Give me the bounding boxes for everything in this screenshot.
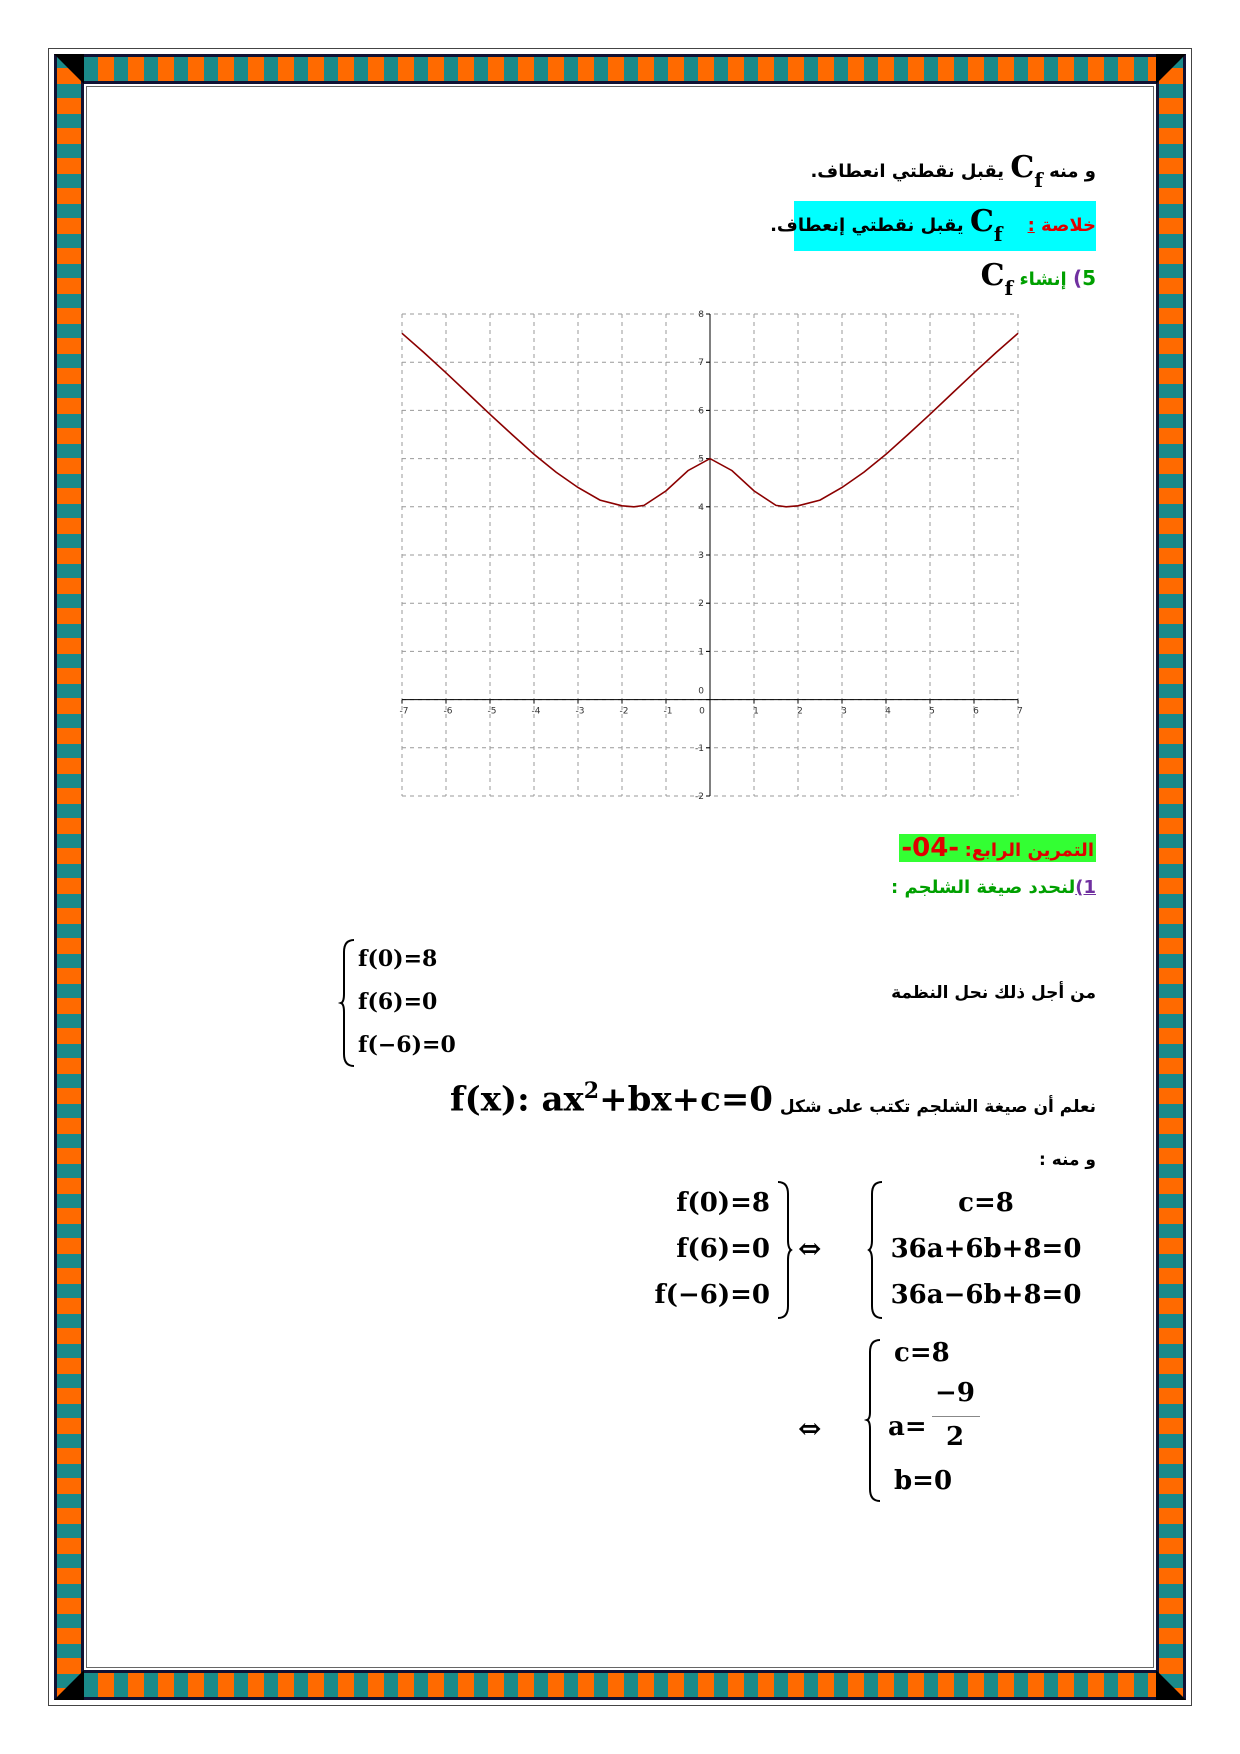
x-tick-label: 1 [753,706,759,717]
construct-cf: $C_f$ [980,258,1014,300]
summary-label: خلاصة [1041,215,1096,236]
y-tick-label: 4 [698,502,704,513]
construct-heading [981,258,1096,300]
y-tick-label: 1 [698,647,704,658]
system3-brace [866,1338,882,1503]
system3-a-num: −9 [935,1378,975,1408]
system2-right-brace [776,1180,792,1320]
system1 [358,938,456,1067]
system3-b: b=0 [894,1466,953,1496]
q1-num: 1 [1083,877,1096,898]
system1-brace [340,938,356,1068]
line1-prefix: و منه [1049,161,1096,182]
system1-eq1: f(0)=8 [358,946,438,972]
exercise-number: -04- [901,833,960,863]
function-graph [399,310,1023,802]
system2-left: f(0)=8 f(6)=0 f(−6)=0 [654,1188,770,1310]
parabola-form: f(x): $ax^2+bx+c=0$ [450,1078,773,1120]
form-text: نعلم أن صيغة الشلجم تكتب على شكل [779,1097,1096,1117]
x-tick-label: 3 [841,706,847,717]
system3-a-lhs: a= [888,1412,927,1442]
system1-eq2: f(6)=0 [358,989,438,1015]
x-tick-label: -3 [575,706,585,717]
x-tick-label: -5 [487,706,497,717]
border-left [54,54,84,1700]
construct-num: 5 [1082,266,1096,290]
inflection-statement [810,150,1096,192]
system1-eq3: f(−6)=0 [358,1032,456,1058]
equiv-1: ⇔ [798,1232,822,1265]
y-tick-label: 8 [698,310,704,320]
y-tick-label: 7 [698,358,704,369]
cf-symbol: $C_f$ [1010,150,1043,192]
y-tick-label: 0 [698,686,704,697]
x-tick-label: 5 [929,706,935,717]
x-tick-label: -1 [663,706,673,717]
y-tick-label: 3 [698,551,704,561]
construct-text: إنشاء [1019,269,1067,290]
q1-text: لنحدد صيغة الشلجم : [891,877,1076,898]
y-tick-label: 2 [698,599,704,610]
border-right [1156,54,1186,1700]
summary-colon: : [1027,215,1035,236]
exercise-title [899,834,1096,862]
hence-label: و منه : [1039,1150,1096,1170]
x-tick-label: -6 [443,706,453,717]
x-tick-label: 7 [1017,706,1023,717]
system-intro: من أجل ذلك نحل النظمة [891,983,1096,1003]
x-tick-label: 2 [797,706,803,717]
line1-suffix: يقبل نقطتي انعطاف. [810,161,1005,182]
construct-paren: ) [1072,266,1083,290]
system2-left-brace [868,1180,884,1320]
x-tick-label: -4 [531,706,541,717]
summary-cf: $C_f$ [969,204,1003,246]
border-top [54,54,1186,84]
system2-right: c=8 36a+6b+8=0 36a−6b+8=0 [890,1188,1082,1310]
y-tick-label: 6 [698,406,704,417]
question-1 [891,877,1096,898]
exercise-title-text: التمرين الرابع: [964,840,1094,861]
equiv-2: ⇔ [798,1412,822,1445]
y-tick-label: 5 [698,454,704,465]
border-bottom [54,1670,1186,1700]
summary-text: يقبل نقطتي إنعطاف. [770,215,964,236]
summary-box [770,201,1096,251]
x-tick-label: 6 [973,706,979,717]
x-tick-label: 4 [885,706,891,717]
system3-a-den: 2 [945,1422,965,1452]
y-tick-label: -1 [695,743,704,754]
q1-paren: ) [1075,877,1084,898]
system3-c: c=8 [894,1338,950,1368]
x-tick-label: -7 [399,706,409,717]
x-tick-label: -2 [619,706,629,717]
x-tick-label: 0 [699,706,705,717]
y-tick-label: -2 [695,792,704,802]
